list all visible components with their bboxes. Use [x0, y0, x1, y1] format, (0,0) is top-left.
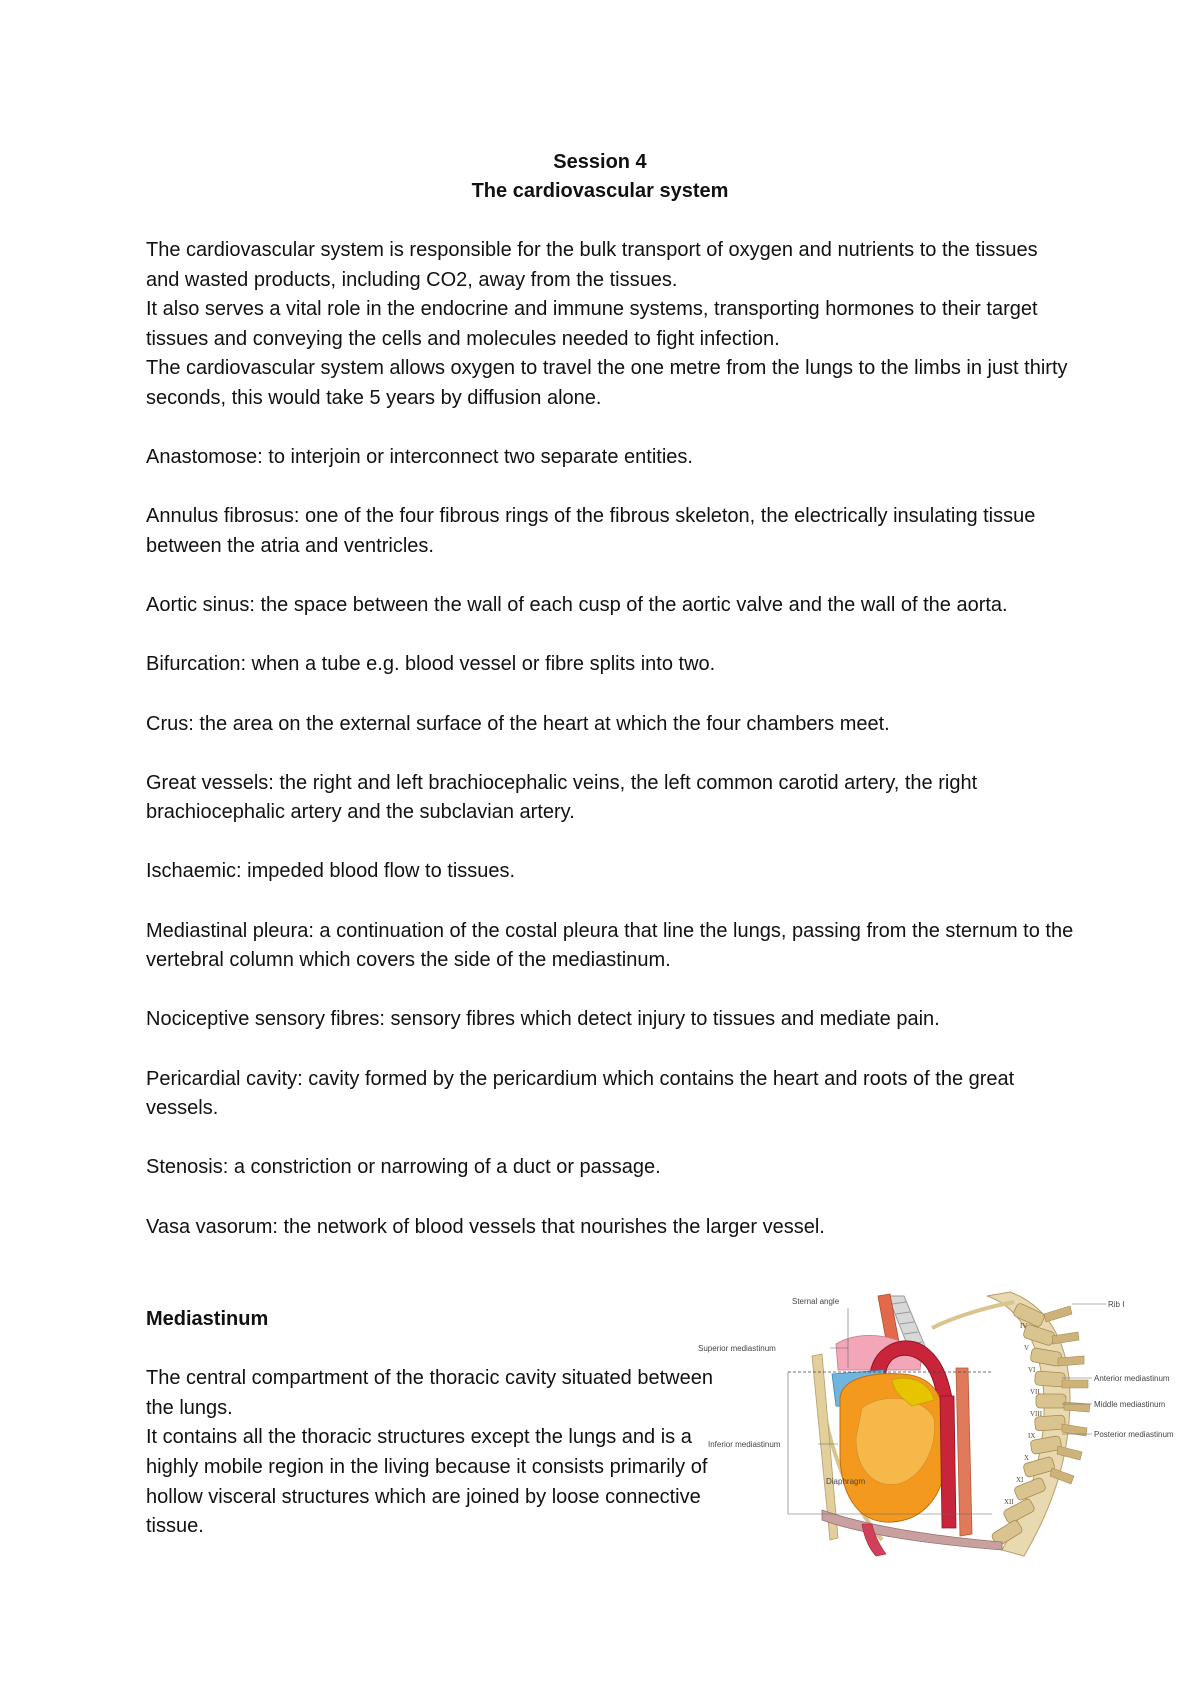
vertebra-label: IV	[1020, 1322, 1028, 1330]
glossary-entry: Mediastinal pleura: a continuation of the costal pleura that line the lungs, passing from the sternum to the vertebral column which covers the side of the mediastinum.	[146, 919, 1074, 972]
sternal-angle-label: Sternal angle	[792, 1297, 840, 1306]
glossary-entry: Stenosis: a constriction or narrowing of a duct or passage.	[146, 1156, 661, 1179]
section-paragraph: The central compartment of the thoracic cavity situated between the lungs.	[146, 1367, 713, 1419]
glossary-entry: Pericardial cavity: cavity formed by the pericardium which contains the heart and roots of the great vessels.	[146, 1067, 1015, 1120]
title-block	[0, 148, 1200, 206]
superior-mediastinum-label: Superior mediastinum	[698, 1344, 776, 1353]
glossary-entry: Crus: the area on the external surface of the heart at which the four chambers meet.	[146, 712, 890, 735]
glossary-entry: Nociceptive sensory fibres: sensory fibres which detect injury to tissues and mediate pain.	[146, 1008, 940, 1031]
vertebra-label: XII	[1004, 1498, 1014, 1506]
inferior-mediastinum-label: Inferior mediastinum	[708, 1440, 781, 1449]
anterior-mediastinum-label: Anterior mediastinum	[1094, 1374, 1170, 1383]
esophagus	[956, 1368, 972, 1536]
rib-label: Rib I	[1108, 1300, 1125, 1309]
mediastinum-section	[146, 1305, 746, 1542]
intro-paragraph: The cardiovascular system allows oxygen to travel the one metre from the lungs to the limbs in just thirty seconds, this would take 5 years by diffusion alone.	[146, 357, 1068, 409]
glossary-entry: Great vessels: the right and left brachiocephalic veins, the left common carotid artery, the right brachiocephalic artery and the subclavian artery.	[146, 771, 978, 824]
intro-paragraph: The cardiovascular system is responsible for the bulk transport of oxygen and nutrients to the tissues and wasted products, including CO2, away from the tissues.	[146, 239, 1038, 291]
intro-paragraph: It also serves a vital role in the endocrine and immune systems, transporting hormones to their target tissues and conveying the cells and molecules needed to fight infection.	[146, 298, 1038, 350]
glossary-entry: Annulus fibrosus: one of the four fibrous rings of the fibrous skeleton, the electrically insulating tissue between the atria and ventricles.	[146, 505, 1036, 557]
vertebra-label: XI	[1016, 1476, 1024, 1484]
diaphragm-label: Diaphragm	[826, 1477, 866, 1486]
main-content	[146, 236, 1076, 1242]
session-title: Session 4	[553, 151, 647, 173]
section-heading: Mediastinum	[146, 1308, 269, 1330]
mediastinum-diagram	[698, 1288, 1174, 1566]
vertebra-label: V	[1024, 1344, 1030, 1352]
vertebral-column	[987, 1292, 1090, 1556]
glossary-entry: Ischaemic: impeded blood flow to tissues.	[146, 860, 516, 883]
glossary-entry: Bifurcation: when a tube e.g. blood vessel or fibre splits into two.	[146, 653, 716, 676]
topic-title: The cardiovascular system	[471, 180, 729, 202]
glossary-entry: Anastomose: to interjoin or interconnect two separate entities.	[146, 446, 693, 469]
posterior-mediastinum-label: Posterior mediastinum	[1094, 1430, 1174, 1439]
section-paragraph: It contains all the thoracic structures except the lungs and is a highly mobile region in the living because it consists primarily of hollow visceral structures which are joined by loose connective tissue.	[146, 1426, 708, 1538]
glossary-entry: Vasa vasorum: the network of blood vessels that nourishes the larger vessel.	[146, 1215, 825, 1238]
vertebra-label: VII	[1030, 1388, 1040, 1396]
vertebra-label: VIII	[1030, 1410, 1043, 1418]
middle-mediastinum-label: Middle mediastinum	[1094, 1400, 1166, 1409]
vertebra-label: VI	[1028, 1366, 1036, 1374]
descending-aorta	[940, 1396, 956, 1528]
vertebra-label: X	[1024, 1454, 1030, 1462]
glossary-entry: Aortic sinus: the space between the wall of each cusp of the aortic valve and the wall of the aorta.	[146, 594, 1008, 617]
vertebra-label: IX	[1028, 1432, 1036, 1440]
